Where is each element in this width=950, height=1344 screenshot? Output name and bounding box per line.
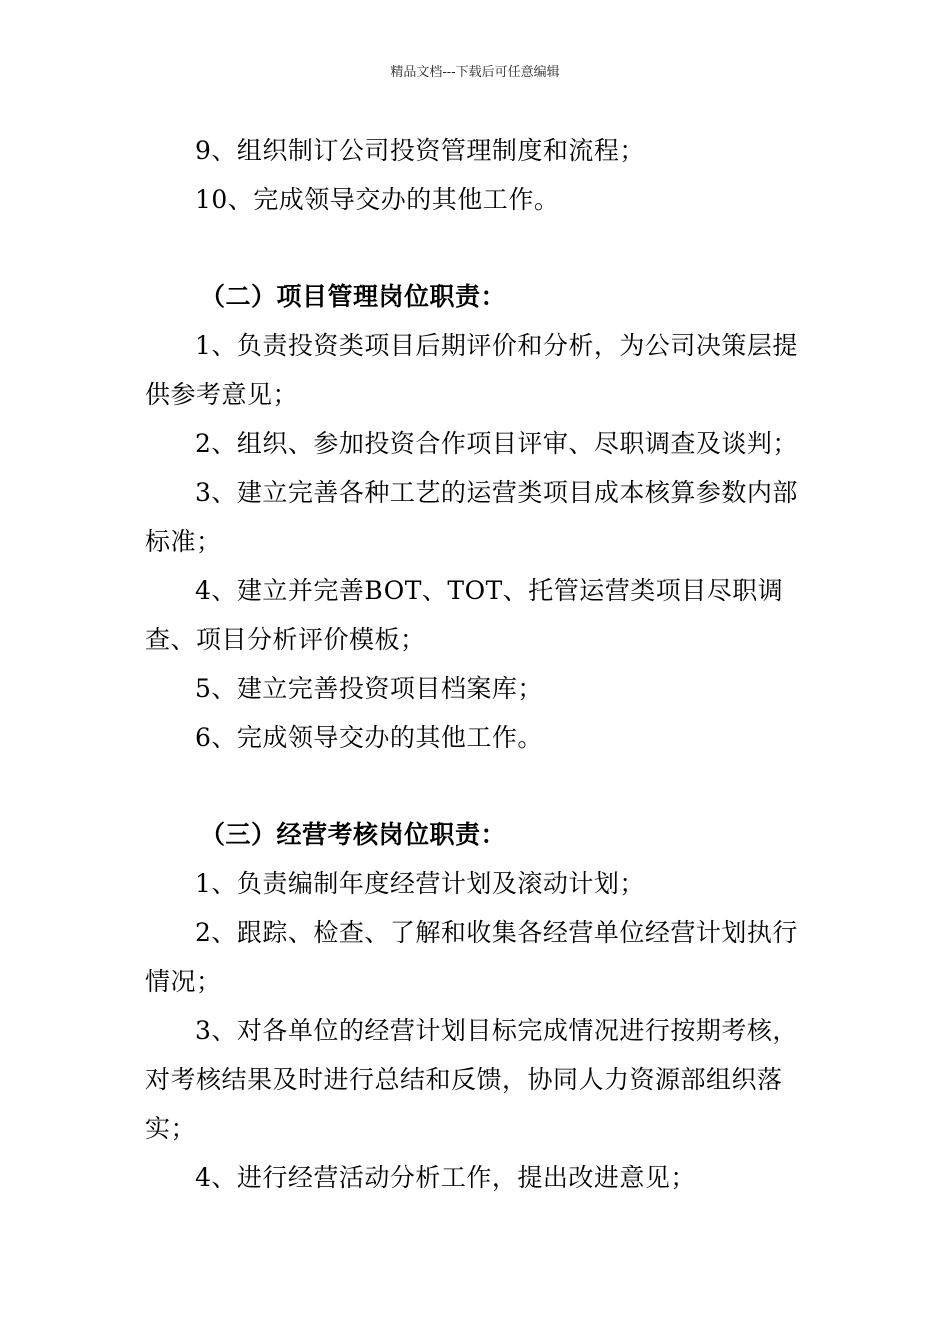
page-header: 精品文档---下载后可任意编辑	[390, 65, 560, 80]
section3-item-4: 4、进行经营活动分析工作，提出改进意见；	[195, 1163, 696, 1192]
paragraph-item-10: 10、完成领导交办的其他工作。	[195, 185, 560, 214]
section3-item-1: 1、负责编制年度经营计划及滚动计划；	[195, 869, 645, 898]
section3-item-3: 3、对各单位的经营计划目标完成情况进行按期考核，对考核结果及时进行总结和反馈，协同人力资源部组织落实；	[145, 1016, 798, 1143]
section2-item-3: 3、建立完善各种工艺的运营类项目成本核算参数内部标准；	[145, 478, 798, 556]
section2-item-1: 1、负责投资类项目后期评价和分析，为公司决策层提供参考意见；	[145, 331, 798, 409]
section-heading-project-management: （二）项目管理岗位职责：	[200, 282, 507, 311]
section2-item-5: 5、建立完善投资项目档案库；	[195, 674, 543, 703]
section3-item-2: 2、跟踪、检查、了解和收集各经营单位经营计划执行情况；	[145, 918, 798, 996]
section2-item-4: 4、建立并完善BOT、TOT、托管运营类项目尽职调查、项目分析评价模板；	[145, 576, 784, 654]
section-spacer	[145, 762, 810, 810]
section-spacer	[145, 224, 810, 272]
section-heading-operation-assessment: （三）经营考核岗位职责：	[200, 820, 507, 849]
section2-item-6: 6、完成领导交办的其他工作。	[195, 723, 543, 752]
document-body	[145, 126, 810, 1202]
section2-item-2: 2、组织、参加投资合作项目评审、尽职调查及谈判；	[195, 429, 798, 458]
paragraph-item-9: 9、组织制订公司投资管理制度和流程；	[195, 136, 645, 165]
